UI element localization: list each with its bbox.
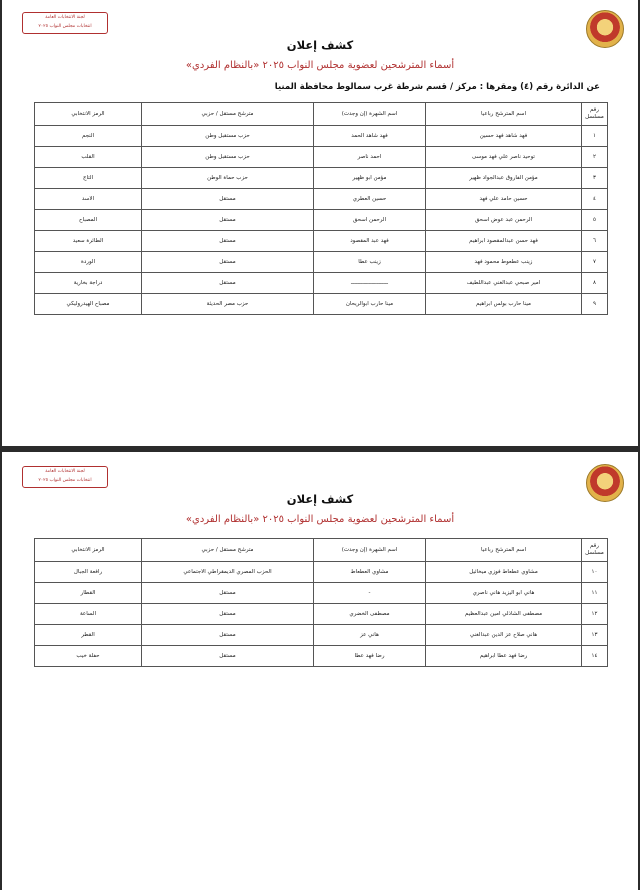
election-committee-stamp: لجنة الانتخابات العامة انتخابات مجلس النواب ٢٠٢٥ (22, 12, 108, 34)
cell-symbol: القطار (35, 583, 142, 604)
cell-num: ١٢ (582, 604, 608, 625)
cell-popular-name: الرحمن اسحق (314, 210, 426, 231)
cell-name: امير صبحي عبدالغني عبداللطيف (426, 273, 582, 294)
cell-num: ٦ (582, 231, 608, 252)
table-row (35, 210, 608, 231)
cell-num: ٣ (582, 168, 608, 189)
page-title: كشف إعلان (286, 38, 354, 52)
cell-num: ٧ (582, 252, 608, 273)
cell-symbol: الساعة (35, 604, 142, 625)
cell-affiliation: حزب حماة الوطن (142, 168, 314, 189)
cell-symbol: النجم (35, 126, 142, 147)
cell-popular-name: مصطفى الخضري (314, 604, 426, 625)
table-row (35, 273, 608, 294)
header-symbol: الرمز الانتخابي (35, 539, 142, 562)
cell-affiliation: حزب مستقبل وطن (142, 126, 314, 147)
table-row (35, 231, 608, 252)
table-row (35, 168, 608, 189)
table-header-row (35, 539, 608, 562)
cell-affiliation: حزب مصر الحديثة (142, 294, 314, 315)
table-row (35, 189, 608, 210)
cell-name: مصطفى الشاذلي امين عبدالعظيم (426, 604, 582, 625)
cell-affiliation: مستقل (142, 231, 314, 252)
table-row (35, 604, 608, 625)
cell-affiliation: مستقل (142, 273, 314, 294)
cell-popular-name: احمد ناصر (314, 147, 426, 168)
cell-num: ٥ (582, 210, 608, 231)
cell-affiliation: الحزب المصري الديمقراطي الاجتماعي (142, 562, 314, 583)
table-row (35, 583, 608, 604)
cell-num: ١١ (582, 583, 608, 604)
cell-popular-name: فهد عبد المقصود (314, 231, 426, 252)
table-row (35, 126, 608, 147)
cell-name: هاني ابو اليزيد هاني ناصري (426, 583, 582, 604)
cell-affiliation: مستقل (142, 604, 314, 625)
cell-name: مؤمن الفاروق عبدالجواد ظهير (426, 168, 582, 189)
cell-popular-name: مشاوي العطعاط (314, 562, 426, 583)
cell-affiliation: مستقل (142, 252, 314, 273)
cell-name: هاني صلاح عز الدين عبدالغني (426, 625, 582, 646)
page-subtitle: أسماء المترشحين لعضوية مجلس النواب ٢٠٢٥ «بالنظام الفردي» (185, 60, 455, 71)
cell-symbol: التاج (35, 168, 142, 189)
cell-popular-name: مؤمن ابو ظهير (314, 168, 426, 189)
district-line: عن الدائرة رقم (٤) ومقرها : مركز / قسم شرطة غرب سمالوط محافظة المنيا (274, 82, 600, 92)
cell-num: ٢ (582, 147, 608, 168)
header-affiliation: مترشح مستقل / حزبي (142, 103, 314, 126)
cell-name: مشاوي عطعاط فوزي ميخائيل (426, 562, 582, 583)
cell-symbol: الوردة (35, 252, 142, 273)
cell-symbol: الاسد (35, 189, 142, 210)
cell-symbol: القلب (35, 147, 142, 168)
candidates-table (34, 102, 608, 315)
cell-affiliation: مستقل (142, 583, 314, 604)
cell-name: رضا فهد عطا ابراهيم (426, 646, 582, 667)
cell-popular-name: رضا فهد عطا (314, 646, 426, 667)
cell-num: ٩ (582, 294, 608, 315)
header-num: رقم مسلسل (582, 539, 608, 562)
header-name: اسم المترشح رباعيا (426, 103, 582, 126)
cell-name: حسين حامد علي فهد (426, 189, 582, 210)
cell-affiliation: مستقل (142, 210, 314, 231)
cell-affiliation: مستقل (142, 646, 314, 667)
cell-symbol: دراجة بخارية (35, 273, 142, 294)
document-page-1 (2, 0, 638, 446)
header-num: رقم مسلسل (582, 103, 608, 126)
document-page-2 (2, 452, 638, 890)
cell-symbol: حفلة خيب (35, 646, 142, 667)
cell-symbol: رافعة الجبال (35, 562, 142, 583)
cell-affiliation: مستقل (142, 625, 314, 646)
cell-symbol: المصباح (35, 210, 142, 231)
cell-popular-name: - (314, 583, 426, 604)
page-subtitle: أسماء المترشحين لعضوية مجلس النواب ٢٠٢٥ «بالنظام الفردي» (185, 514, 455, 525)
cell-num: ١٠ (582, 562, 608, 583)
cell-name: زينب عطعوط محمود فهد (426, 252, 582, 273)
table-row (35, 252, 608, 273)
header-popular-name: اسم الشهرة (إن وجدت) (314, 539, 426, 562)
table-row (35, 294, 608, 315)
cell-name: مينا حارب بولس ابراهيم (426, 294, 582, 315)
cell-num: ٨ (582, 273, 608, 294)
table-row (35, 646, 608, 667)
cell-symbol: الطائرة سعيد (35, 231, 142, 252)
candidates-table (34, 538, 608, 667)
cell-num: ١ (582, 126, 608, 147)
cell-popular-name: ـــــــــــــــــــــــ (314, 273, 426, 294)
table-row (35, 147, 608, 168)
cell-popular-name: هاني عز (314, 625, 426, 646)
page-title: كشف إعلان (286, 492, 354, 506)
cell-num: ١٤ (582, 646, 608, 667)
header-name: اسم المترشح رباعيا (426, 539, 582, 562)
election-committee-stamp: لجنة الانتخابات العامة انتخابات مجلس النواب ٢٠٢٥ (22, 466, 108, 488)
cell-symbol: القطر (35, 625, 142, 646)
cell-name: الرحمن عبد عوض اسحق (426, 210, 582, 231)
cell-popular-name: فهد شاهد الحمد (314, 126, 426, 147)
cell-name: توحيد ناصر علي فهد موسى (426, 147, 582, 168)
header-symbol: الرمز الانتخابي (35, 103, 142, 126)
cell-num: ١٣ (582, 625, 608, 646)
cell-popular-name: زينب عطا (314, 252, 426, 273)
cell-num: ٤ (582, 189, 608, 210)
header-popular-name: اسم الشهرة (إن وجدت) (314, 103, 426, 126)
table-row (35, 562, 608, 583)
cell-popular-name: حسين العطري (314, 189, 426, 210)
cell-name: فهد حسن عبدالمقصود ابراهيم (426, 231, 582, 252)
table-header-row (35, 103, 608, 126)
cell-symbol: مصباح الهيدروليكي (35, 294, 142, 315)
cell-popular-name: مينا حارب ابوالريحان (314, 294, 426, 315)
header-affiliation: مترشح مستقل / حزبي (142, 539, 314, 562)
cell-affiliation: حزب مستقبل وطن (142, 147, 314, 168)
cell-name: فهد شاهد فهد حسين (426, 126, 582, 147)
cell-affiliation: مستقل (142, 189, 314, 210)
table-row (35, 625, 608, 646)
